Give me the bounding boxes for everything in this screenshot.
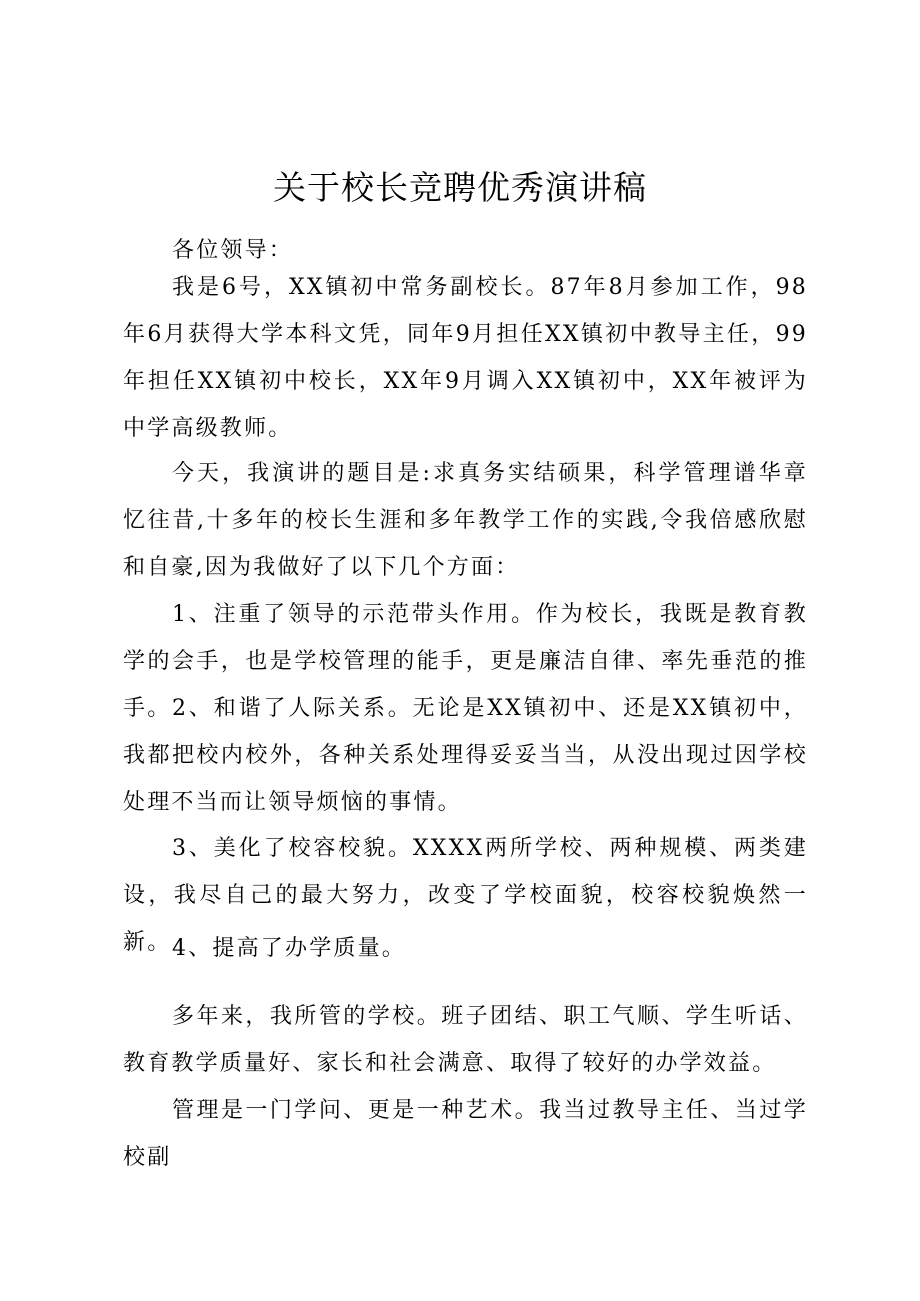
salutation-paragraph: 各位领导： bbox=[172, 238, 294, 263]
document-title: 关于校长竞聘优秀演讲稿 bbox=[273, 168, 647, 207]
summary-paragraph: 多年来，我所管的学校。班子团结、职工气顺、学生听话、教育教学质量好、家长和社会满意、取得了较好的办学效益。 bbox=[123, 1004, 808, 1076]
point-2-paragraph: 2、和谐了人际关系。无论是XX镇初中、还是XX镇初中，我都把校内校外，各种关系处理得妥妥当当，从没出现过因学校处理不当而让领导烦恼的事情。 bbox=[123, 696, 808, 815]
point-3-paragraph: 3、美化了校容校貌。XXXX两所学校、两种规模、两类建设，我尽自己的最大努力，改变了学校面貌，校容校貌焕然一新。 bbox=[123, 836, 808, 955]
management-paragraph: 管理是一门学问、更是一种艺术。我当过教导主任、当过学校副 bbox=[123, 1098, 808, 1170]
intro-paragraph: 我是6号，XX镇初中常务副校长。87年8月参加工作，98年6月获得大学本科文凭，同年9月担任XX镇初中教导主任，99年担任XX镇初中校长，XX年9月调入XX镇初中，XX年被评为中学高级教师。 bbox=[123, 275, 808, 441]
point-1-paragraph: 1、注重了领导的示范带头作用。作为校长，我既是教育教学的会手，也是学校管理的能手，更是廉洁自律、率先垂范的推手。 bbox=[123, 602, 808, 721]
topic-paragraph: 今天，我演讲的题目是:求真务实结硕果，科学管理谱华章忆往昔,十多年的校长生涯和多年教学工作的实践,令我倍感欣慰和自豪,因为我做好了以下几个方面： bbox=[123, 461, 808, 580]
point-4-paragraph: 4、提高了办学质量。 bbox=[172, 936, 406, 961]
